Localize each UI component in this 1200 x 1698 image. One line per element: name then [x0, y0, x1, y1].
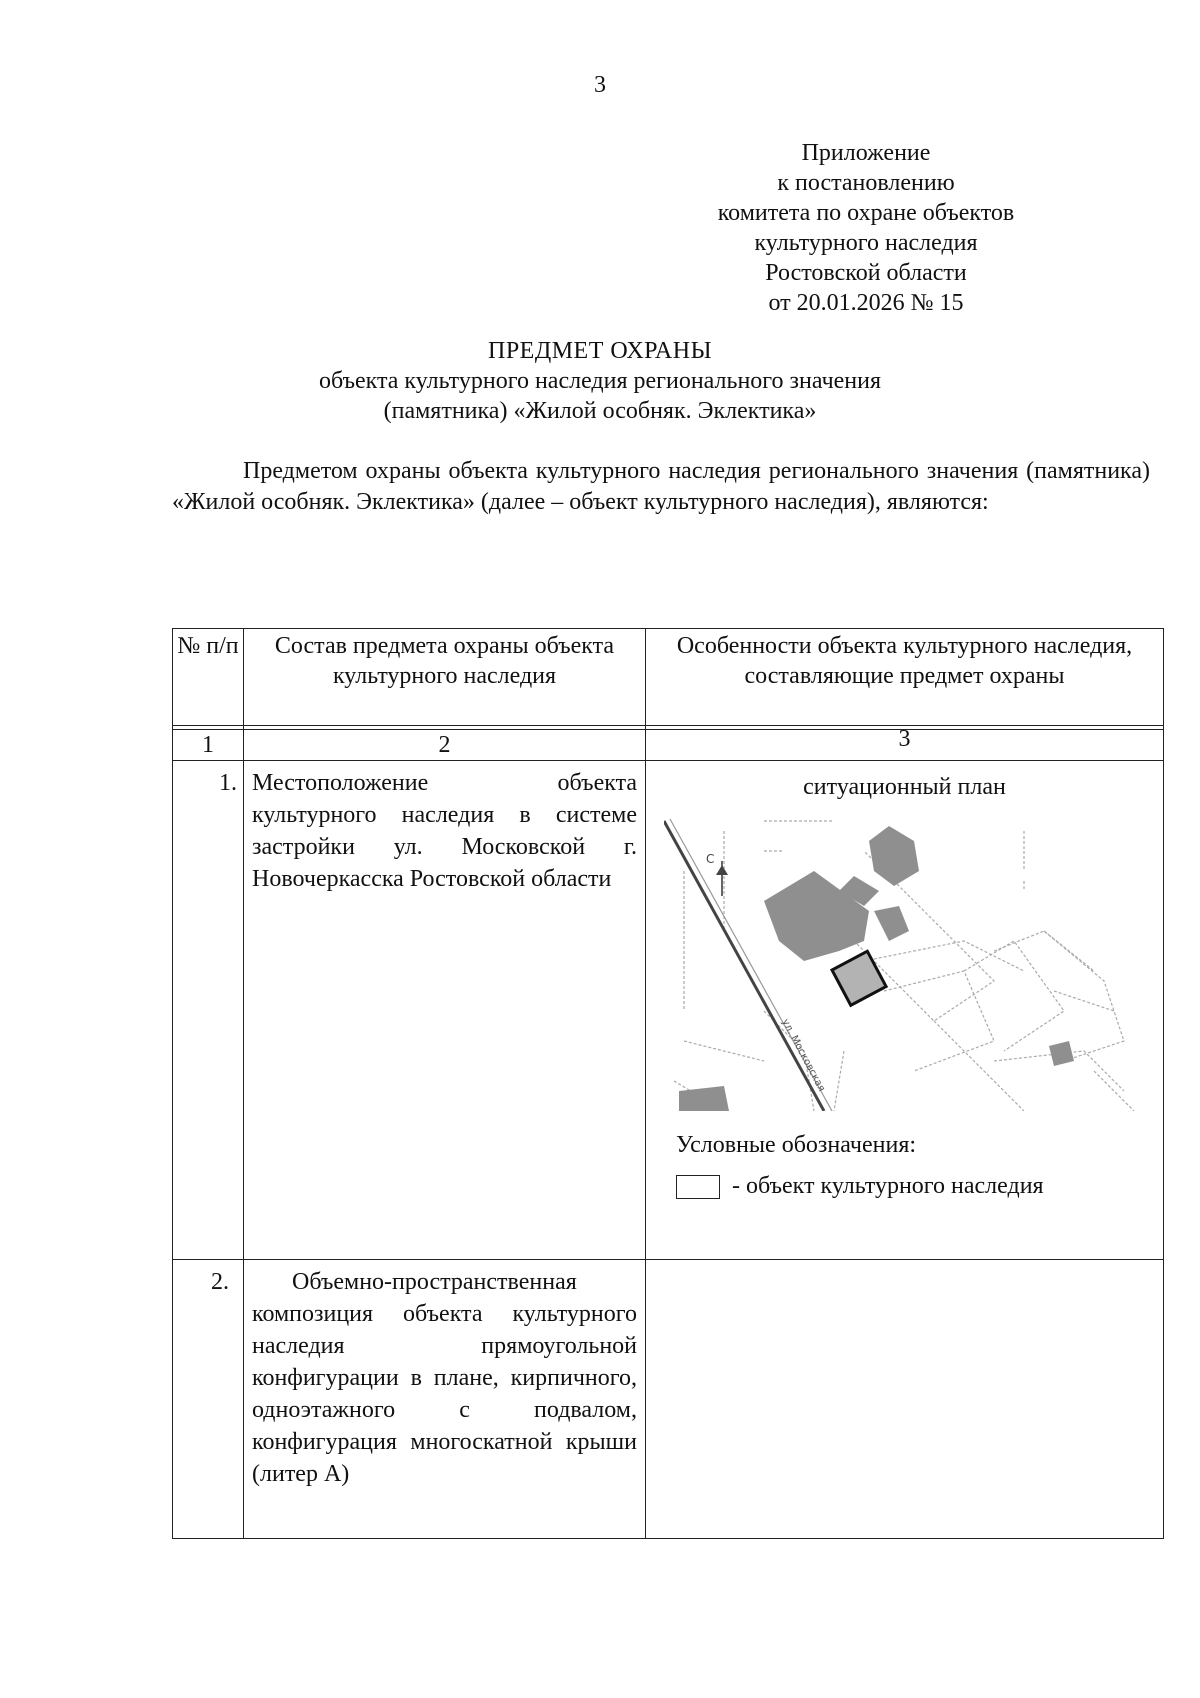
- heritage-object-marker: [832, 951, 886, 1005]
- row-number: 2.: [173, 1260, 244, 1539]
- column-number-cell: [646, 726, 1164, 761]
- appendix-line: культурного наследия: [754, 230, 978, 256]
- table-row: [173, 761, 1164, 1260]
- appendix-header: [686, 138, 1046, 318]
- situational-plan-map: [664, 811, 1144, 1111]
- legend-heading: Условные обозначения:: [676, 1132, 917, 1158]
- column-number-row: [173, 730, 1164, 761]
- column-number: 2: [244, 730, 646, 761]
- column-number: 1: [173, 730, 244, 761]
- row-number: 1.: [173, 761, 244, 1260]
- row-description: Объемно-пространственная композиция объекта культурного наследия прямоугольной конфигурации в плане, кирпичного, одноэтажного с подвалом, конфигурация многоскатной крыши (литер А): [244, 1260, 646, 1539]
- legend-item: [676, 1173, 1163, 1200]
- appendix-line: комитета по охране объектов: [717, 200, 1015, 226]
- title-line: объекта культурного наследия регионального значения: [318, 368, 882, 394]
- header-cell-number: [173, 629, 244, 726]
- appendix-line: Приложение: [801, 140, 931, 166]
- protection-table: [172, 628, 1164, 1539]
- document-title: [0, 336, 1200, 426]
- intro-paragraph: Предметом охраны объекта культурного наследия регионального значения (памятника) «Жилой особняк. Эклектика» (далее – объект культурного наследия), являются:: [172, 458, 1150, 515]
- appendix-line: к постановлению: [777, 170, 955, 196]
- header-features-label: Особенности объекта культурного наследия, составляющие предмет охраны: [676, 633, 1133, 689]
- situational-plan-cell: [646, 761, 1164, 1260]
- row-description: Местоположение объекта культурного наследия в системе застройки ул. Московской г. Новочеркасска Ростовской области: [244, 761, 646, 1260]
- plan-title: ситуационный план: [803, 774, 1006, 800]
- header-cell-composition: [244, 629, 646, 726]
- north-label: С: [706, 852, 715, 866]
- street-label: ул. Московская: [779, 1017, 827, 1094]
- page-number: 3: [594, 72, 606, 98]
- appendix-line: Ростовской области: [765, 260, 967, 286]
- legend-item-label: - объект культурного наследия: [732, 1173, 1044, 1199]
- header-cell-features: [646, 629, 1164, 726]
- title-main: ПРЕДМЕТ ОХРАНЫ: [487, 338, 713, 364]
- appendix-line: от 20.01.2026 № 15: [768, 290, 964, 316]
- column-number: 3: [898, 726, 911, 752]
- header-composition-label: Состав предмета охраны объекта культурного наследия: [274, 633, 615, 689]
- legend-swatch: [676, 1175, 720, 1199]
- title-line: (памятника) «Жилой особняк. Эклектика»: [383, 398, 817, 424]
- table-row: [173, 1260, 1164, 1539]
- features-cell-empty: [646, 1260, 1164, 1539]
- header-number-label: № п/п: [177, 633, 239, 659]
- table-header-row: [173, 629, 1164, 726]
